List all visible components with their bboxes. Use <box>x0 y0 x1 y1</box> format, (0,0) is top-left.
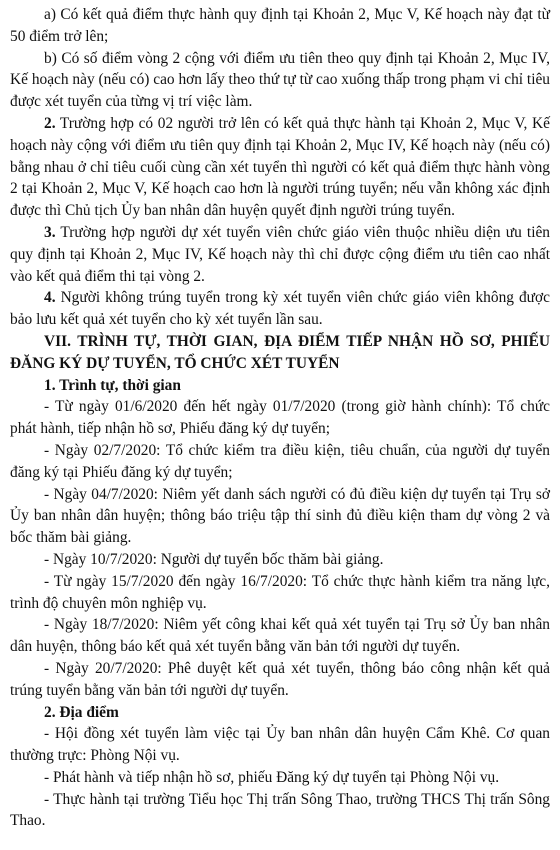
item-3 <box>10 222 550 287</box>
section-7-heading: VII. TRÌNH TỰ, THỜI GIAN, ĐỊA ĐIỂM TIẾP NHẬN HỒ SƠ, PHIẾU ĐĂNG KÝ DỰ TUYỂN, TỔ CHỨC XÉT TUYỂN <box>10 332 550 372</box>
schedule-item: - Ngày 18/7/2020: Niêm yết công khai kết quả xét tuyển tại Trụ sở Ủy ban nhân dân huyện, thông báo kết quả xét tuyển bằng văn bản tới người dự tuyển. <box>10 616 550 656</box>
schedule-item: - Ngày 10/7/2020: Người dự tuyển bốc thăm bài giảng. <box>44 550 384 568</box>
location-item: - Thực hành tại trường Tiểu học Thị trấn Sông Thao, trường THCS Thị trấn Sông Thao. <box>10 790 550 830</box>
schedule-item: - Ngày 02/7/2020: Tổ chức kiểm tra điều kiện, tiêu chuẩn, của người dự tuyển đăng ký tại Phiếu đăng ký dự tuyển; <box>10 441 550 481</box>
location-item: - Hội đồng xét tuyển làm việc tại Ủy ban nhân dân huyện Cẩm Khê. Cơ quan thường trực: Phòng Nội vụ. <box>10 725 550 765</box>
item-3-text: Trường hợp người dự xét tuyển viên chức giáo viên thuộc nhiều diện ưu tiên quy định tại Khoản 2, Mục IV, Kế hoạch này thì chỉ được cộng điểm ưu tiên cao nhất vào kết quả điểm thi tại vòng 2. <box>10 223 550 285</box>
subsection-1-heading: 1. Trình tự, thời gian <box>44 376 181 394</box>
item-2 <box>10 113 550 222</box>
item-2-text: Trường hợp có 02 người trở lên có kết quả thực hành tại Khoản 2, Mục V, Kế hoạch này cộng với điểm ưu tiên quy định tại Khoản 2, Mục IV, Kế hoạch này (nếu có) bằng nhau ở chỉ tiêu cuối cùng cần xét tuyển thì người có kết quả điểm thực hành vòng 2 tại Khoản 2, Mục V, Kế hoạch cao hơn là người trúng tuyển; nếu vẫn không xác định được thì Chủ tịch Ủy ban nhân dân huyện quyết định người trúng tuyển. <box>10 114 550 220</box>
item-4-number: 4. <box>44 289 56 307</box>
schedule-item: - Từ ngày 15/7/2020 đến ngày 16/7/2020: Tổ chức thực hành kiểm tra năng lực, trình độ chuyên môn nghiệp vụ. <box>10 572 550 612</box>
paragraph-b: b) Có số điểm vòng 2 cộng với điểm ưu tiên theo quy định tại Khoản 2, Mục IV, Kế hoạch này (nếu có) cao hơn lấy theo thứ tự từ cao xuống thấp trong phạm vi chỉ tiêu được xét tuyển của từng vị trí việc làm. <box>10 49 550 111</box>
item-4 <box>10 287 550 331</box>
schedule-item: - Từ ngày 01/6/2020 đến hết ngày 01/7/2020 (trong giờ hành chính): Tổ chức phát hành, tiếp nhận hồ sơ, Phiếu đăng ký dự tuyển; <box>10 398 550 438</box>
paragraph-a: a) Có kết quả điểm thực hành quy định tại Khoản 2, Mục V, Kế hoạch này đạt từ 50 điểm trở lên; <box>10 6 550 45</box>
location-item: - Phát hành và tiếp nhận hồ sơ, phiếu Đăng ký dự tuyển tại Phòng Nội vụ. <box>44 768 500 786</box>
item-4-text: Người không trúng tuyển trong kỳ xét tuyển viên chức giáo viên không được bảo lưu kết quả xét tuyển cho kỳ xét tuyển lần sau. <box>10 289 550 329</box>
schedule-item: - Ngày 04/7/2020: Niêm yết danh sách người có đủ điều kiện dự tuyển tại Trụ sở Ủy ban nhân dân huyện; thông báo triệu tập thí sinh đủ điều kiện tham dự vòng 2 và bốc thăm bài giảng. <box>10 485 550 547</box>
item-3-number: 3. <box>44 223 56 241</box>
item-2-number: 2. <box>44 114 56 132</box>
subsection-2-heading: 2. Địa điểm <box>44 703 119 721</box>
schedule-item: - Ngày 20/7/2020: Phê duyệt kết quả xét tuyển, thông báo công nhận kết quả trúng tuyển bằng văn bản tới người dự tuyển. <box>10 659 550 699</box>
